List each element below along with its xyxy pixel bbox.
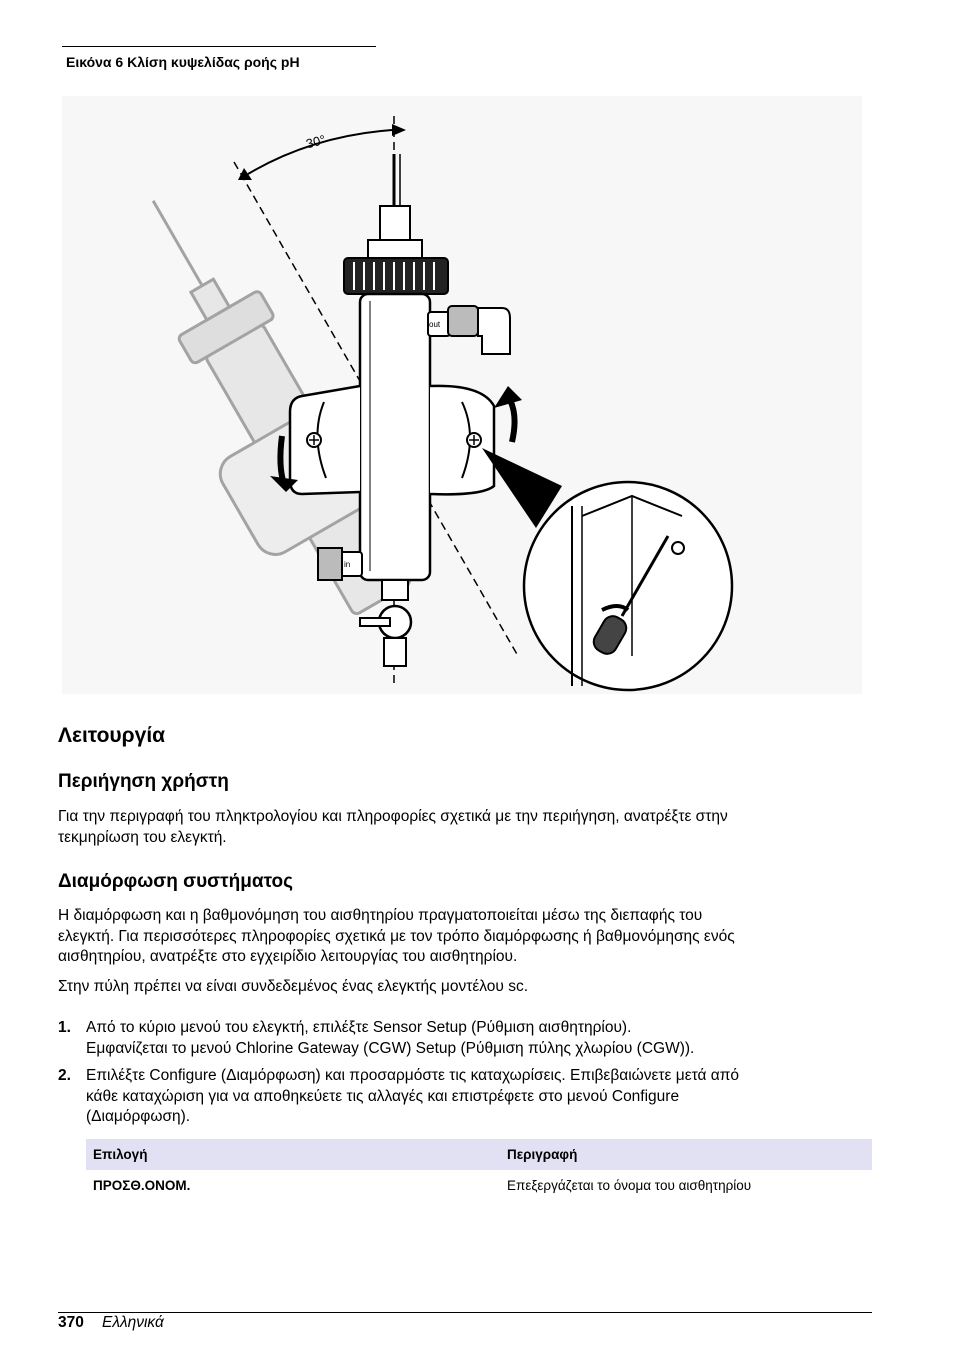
table-header-row xyxy=(86,1139,872,1170)
user-navigation-text-line: Για την περιγραφή του πληκτρολογίου και πληροφορίες σχετικά με την περιήγηση, ανατρέξτε στην xyxy=(58,808,728,825)
step-text-line: (Διαμόρφωση). xyxy=(86,1108,191,1125)
operation-heading: Λειτουργία xyxy=(58,724,166,747)
user-navigation-text-line: τεκμηρίωση του ελεγκτή. xyxy=(58,828,227,846)
footer-language: Ελληνικά xyxy=(102,1314,164,1331)
step-text-line: Επιλέξτε Configure (Διαμόρφωση) και προσαρμόστε τις καταχωρίσεις. Επιβεβαιώνετε μετά από xyxy=(86,1067,740,1084)
out-port-label: out xyxy=(429,320,441,329)
table-cell-option: ΠΡΟΣΘ.ΟΝΟΜ. xyxy=(93,1178,191,1193)
user-navigation-text xyxy=(58,807,858,848)
step-text-line: κάθε καταχώριση για να αποθηκεύετε τις αλλαγές και επιστρέφετε στο μενού Configure xyxy=(86,1087,680,1105)
figure-caption: Εικόνα 6 Κλίση κυψελίδας ροής pH xyxy=(66,54,300,70)
page-number: 370 xyxy=(58,1314,84,1331)
step-text-line: Από το κύριο μενού του ελεγκτή, επιλέξτε Sensor Setup (Ρύθμιση αισθητηρίου). xyxy=(86,1019,632,1036)
angle-label: 30° xyxy=(304,131,328,152)
table-header-description: Περιγραφή xyxy=(507,1147,578,1162)
system-configuration-heading: Διαμόρφωση συστήματος xyxy=(58,871,294,892)
gateway-requirement-text: Στην πύλη πρέπει να είναι συνδεδεμένος ένας ελεγκτής μοντέλου sc. xyxy=(58,978,528,995)
configuration-options-table xyxy=(86,1139,872,1202)
table-cell-description: Επεξεργάζεται το όνομα του αισθητηρίου xyxy=(507,1178,752,1193)
system-configuration-text xyxy=(58,906,858,968)
step-number: 1. xyxy=(58,1019,71,1036)
in-port-label: in xyxy=(344,560,351,569)
system-configuration-text-line: αισθητηρίου, ανατρέξτε στο εγχειρίδιο λειτουργίας του αισθητηρίου. xyxy=(58,948,518,965)
user-navigation-heading: Περιήγηση χρήστη xyxy=(58,771,229,792)
flow-cell-tilt-illustration xyxy=(62,96,862,694)
system-configuration-text-line: ελεγκτή. Για περισσότερες πληροφορίες σχετικά με τον τρόπο διαμόρφωσης ή βαθμονόμησης ενός xyxy=(58,927,735,945)
figure-caption-rule xyxy=(62,46,376,47)
table-row xyxy=(86,1170,872,1202)
footer-rule xyxy=(58,1312,872,1313)
table-header-option: Επιλογή xyxy=(93,1147,148,1162)
step-number: 2. xyxy=(58,1067,71,1084)
step-text-line: Εμφανίζεται το μενού Chlorine Gateway (CGW) Setup (Ρύθμιση πύλης χλωρίου (CGW)). xyxy=(86,1039,695,1057)
system-configuration-text-line: Η διαμόρφωση και η βαθμονόμηση του αισθητηρίου πραγματοποιείται μέσω της διεπαφής του xyxy=(58,907,703,924)
